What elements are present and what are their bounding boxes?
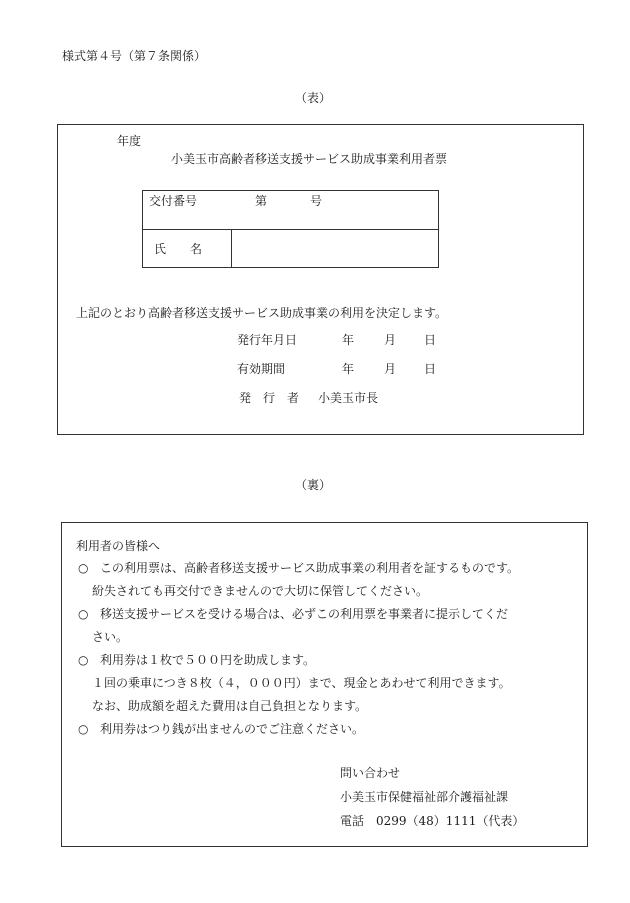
contact-department: 小美玉市保健福祉部介護福祉課 bbox=[340, 790, 509, 804]
issue-number-dai: 第 bbox=[255, 194, 268, 208]
note-bullet: ○ bbox=[78, 561, 89, 575]
issue-number-go: 号 bbox=[310, 194, 323, 208]
valid-period-day: 日 bbox=[424, 362, 437, 376]
note-2-line-1: 移送支援サービスを受ける場合は、必ずこの利用票を事業者に提示してくだ bbox=[100, 607, 509, 621]
issue-date-day: 日 bbox=[424, 333, 437, 347]
document-title: 小美玉市高齢者移送支援サービス助成事業利用者票 bbox=[171, 152, 448, 166]
id-table-divider bbox=[142, 229, 439, 230]
note-bullet: ○ bbox=[78, 722, 89, 736]
note-bullet: ○ bbox=[78, 607, 89, 621]
note-4-line-1: 利用券はつり銭が出ませんのでご注意ください。 bbox=[100, 722, 365, 736]
contact-title: 問い合わせ bbox=[340, 766, 401, 780]
note-bullet: ○ bbox=[78, 653, 89, 667]
note-3-line-1: 利用券は１枚で５００円を助成します。 bbox=[100, 653, 316, 667]
issue-date-year: 年 bbox=[342, 333, 355, 347]
note-3-line-3: なお、助成額を超えた費用は自己負担となります。 bbox=[92, 699, 368, 713]
name-label: 氏 名 bbox=[154, 242, 203, 256]
note-3-line-2: １回の乗車につき８枚（４，０００円）まで、現金とあわせて利用できます。 bbox=[92, 676, 511, 690]
greeting: 利用者の皆様へ bbox=[76, 539, 161, 553]
note-2-line-2: さい。 bbox=[92, 630, 129, 644]
issue-number-label: 交付番号 bbox=[149, 194, 198, 208]
issue-date-label: 発行年月日 bbox=[237, 333, 298, 347]
issuer-label: 発 行 者 bbox=[239, 391, 300, 405]
valid-period-year: 年 bbox=[342, 362, 355, 376]
valid-period-label: 有効期間 bbox=[237, 362, 286, 376]
note-1-line-2: 紛失されても再交付できませんので大切に保管してください。 bbox=[92, 584, 429, 598]
name-cell-divider bbox=[231, 229, 232, 268]
form-number: 様式第４号（第７条関係） bbox=[62, 49, 207, 63]
front-card bbox=[57, 124, 584, 435]
note-1-line-1: この利用票は、高齢者移送支援サービス助成事業の利用者を証するものです。 bbox=[100, 561, 520, 575]
valid-period-month: 月 bbox=[384, 362, 397, 376]
fiscal-year-label: 年度 bbox=[117, 134, 142, 148]
issue-date-month: 月 bbox=[384, 333, 397, 347]
back-heading: （裏） bbox=[295, 478, 332, 492]
decision-text: 上記のとおり高齢者移送支援サービス助成事業の利用を決定します。 bbox=[76, 306, 448, 320]
issuer-value: 小美玉市長 bbox=[318, 391, 379, 405]
front-heading: （表） bbox=[295, 91, 332, 105]
contact-phone: 電話 0299（48）1111（代表） bbox=[340, 814, 525, 828]
